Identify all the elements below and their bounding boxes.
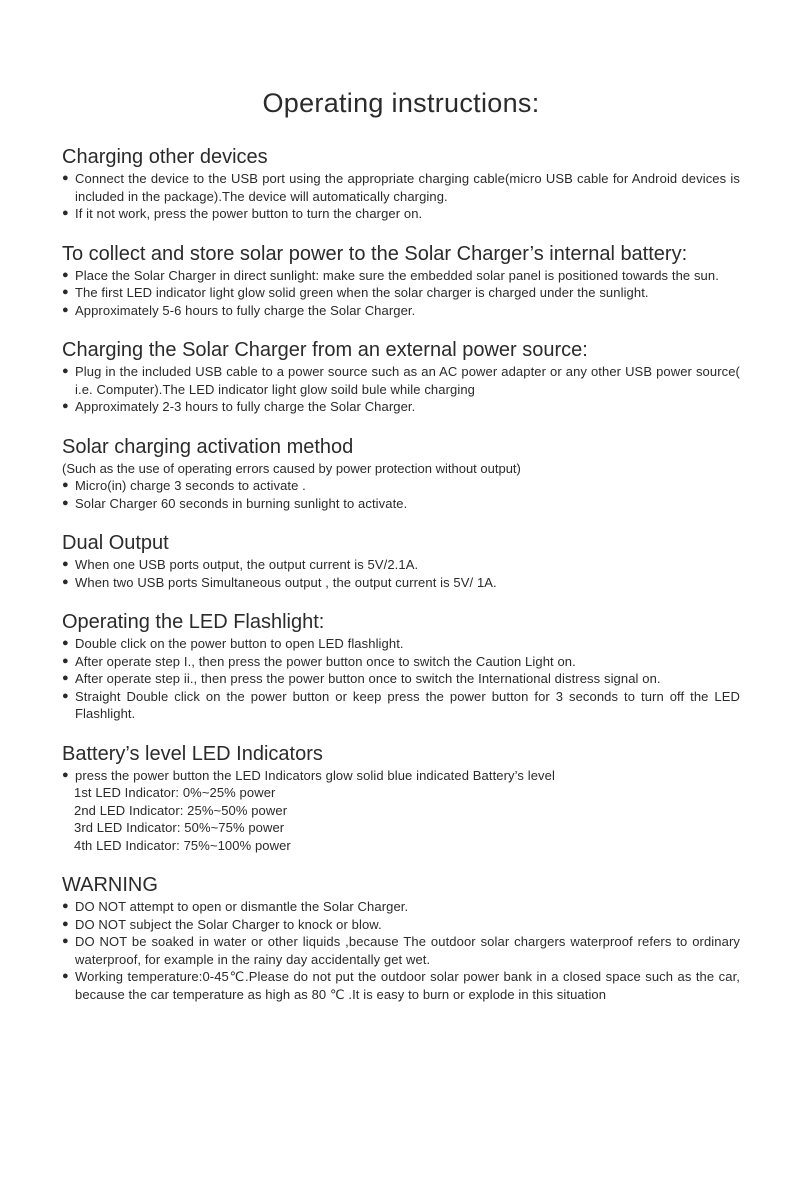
bullet-dot-icon: ● — [62, 207, 69, 219]
section — [62, 338, 740, 416]
list-item — [62, 767, 740, 785]
bullet-dot-icon: ● — [62, 172, 69, 184]
list-item-text: Approximately 2-3 hours to fully charge the Solar Charger. — [75, 399, 416, 414]
list-item-text: Double click on the power button to open LED flashlight. — [75, 636, 404, 651]
bullet-dot-icon: ● — [62, 672, 69, 684]
section — [62, 742, 740, 855]
bullet-dot-icon: ● — [62, 303, 69, 316]
list-item — [62, 653, 740, 671]
page-title: Operating instructions: — [262, 88, 540, 118]
section — [62, 242, 740, 320]
list-item — [62, 968, 740, 1003]
section-heading: To collect and store solar power to the Solar Charger’s internal battery: — [62, 242, 688, 265]
list-item-text: Place the Solar Charger in direct sunlight: make sure the embedded solar panel is positioned towards the sun. — [75, 267, 719, 283]
list-item-text: Micro(in) charge 3 seconds to activate . — [75, 478, 306, 493]
list-item — [62, 898, 740, 916]
list-item-text: press the power button the LED Indicators glow solid blue indicated Battery’s level — [75, 767, 555, 783]
section-heading: WARNING — [62, 874, 158, 896]
list-item — [62, 363, 740, 398]
list-item — [62, 267, 740, 285]
list-item-text: If it not work, press the power button to turn the charger on. — [75, 206, 423, 221]
bullet-dot-icon: ● — [62, 400, 69, 412]
list-item-text: DO NOT subject the Solar Charger to knock or blow. — [75, 916, 382, 932]
bullet-list — [62, 267, 740, 320]
bullet-dot-icon: ● — [62, 689, 69, 702]
list-item-text: DO NOT be soaked in water or other liquids ,because The outdoor solar chargers waterproof refers to ordinary waterproof, for example in the rainy day accidentally get wet. — [75, 934, 740, 967]
list-item-text: Approximately 5-6 hours to fully charge the Solar Charger. — [75, 302, 416, 318]
bullet-dot-icon: ● — [62, 970, 69, 982]
bullet-dot-icon: ● — [62, 935, 69, 947]
list-item — [62, 933, 740, 968]
bullet-dot-icon: ● — [62, 654, 69, 667]
list-item — [62, 205, 740, 223]
list-item-text: Solar Charger 60 seconds in burning sunlight to activate. — [75, 495, 408, 511]
list-item-text: After operate step ii., then press the power button once to switch the International distress signal on. — [75, 671, 661, 686]
section-heading: Battery’s level LED Indicators — [62, 742, 323, 765]
list-item — [62, 284, 740, 302]
bullet-dot-icon: ● — [62, 768, 69, 781]
bullet-dot-icon: ● — [62, 365, 69, 377]
bullet-dot-icon: ● — [62, 286, 69, 298]
section — [62, 610, 740, 723]
section — [62, 531, 740, 591]
bullet-list — [62, 477, 740, 512]
sub-list-item: 2nd LED Indicator: 25%~50% power — [74, 802, 288, 818]
list-item — [62, 495, 740, 513]
bullet-dot-icon: ● — [62, 917, 69, 930]
sub-list-item: 3rd LED Indicator: 50%~75% power — [74, 820, 285, 835]
list-item — [62, 635, 740, 653]
list-item — [62, 556, 740, 574]
bullet-dot-icon: ● — [62, 637, 69, 649]
list-item-text: Straight Double click on the power button or keep press the power button for 3 seconds to turn off the LED Flashlight. — [75, 688, 740, 721]
bullet-list — [62, 898, 740, 1003]
sections-container — [62, 145, 740, 1003]
sub-list-item: 1st LED Indicator: 0%~25% power — [74, 785, 276, 800]
sub-list-item: 4th LED Indicator: 75%~100% power — [74, 837, 291, 853]
section-heading: Solar charging activation method — [62, 435, 354, 458]
section — [62, 435, 740, 513]
list-item — [62, 574, 740, 592]
list-item-text: Connect the device to the USB port using the appropriate charging cable(micro USB cable for Android devices is included in the package).The device will automatically charging. — [75, 171, 740, 204]
list-item-text: Working temperature:0-45℃.Please do not put the outdoor solar power bank in a closed space such as the car, because the car temperature as high as 80 ℃ .It is easy to burn or explode in this situation — [75, 969, 740, 1002]
bullet-list — [62, 767, 740, 855]
bullet-list — [62, 363, 740, 416]
list-item — [62, 688, 740, 723]
list-item-text: The first LED indicator light glow solid green when the solar charger is charged under the sunlight. — [75, 285, 649, 300]
bullet-dot-icon: ● — [62, 268, 69, 281]
list-item-text: When two USB ports Simultaneous output , the output current is 5V/ 1A. — [75, 574, 497, 590]
bullet-dot-icon: ● — [62, 496, 69, 509]
section-note: (Such as the use of operating errors caused by power protection without output) — [62, 460, 521, 476]
section-heading: Operating the LED Flashlight: — [62, 611, 325, 633]
list-item — [62, 398, 740, 416]
bullet-dot-icon: ● — [62, 575, 69, 588]
section — [62, 145, 740, 223]
section-heading: Dual Output — [62, 532, 169, 554]
bullet-list — [62, 635, 740, 723]
bullet-list — [62, 556, 740, 591]
list-item — [62, 916, 740, 934]
section-heading: Charging other devices — [62, 146, 268, 168]
list-item — [62, 170, 740, 205]
bullet-list — [62, 170, 740, 223]
document-page — [62, 85, 740, 1022]
bullet-dot-icon: ● — [62, 479, 69, 491]
list-item — [62, 477, 740, 495]
section — [62, 873, 740, 1003]
bullet-dot-icon: ● — [62, 900, 69, 912]
list-item-text: DO NOT attempt to open or dismantle the Solar Charger. — [75, 899, 409, 914]
list-item — [62, 670, 740, 688]
bullet-dot-icon: ● — [62, 558, 69, 570]
list-item — [62, 302, 740, 320]
section-heading: Charging the Solar Charger from an external power source: — [62, 339, 588, 361]
list-item-text: After operate step I., then press the power button once to switch the Caution Light on. — [75, 653, 576, 669]
list-item-text: When one USB ports output, the output current is 5V/2.1A. — [75, 557, 419, 572]
list-item-text: Plug in the included USB cable to a power source such as an AC power adapter or any other USB power source( i.e. Computer).The LED indicator light glow soild bule while charging — [75, 364, 740, 397]
